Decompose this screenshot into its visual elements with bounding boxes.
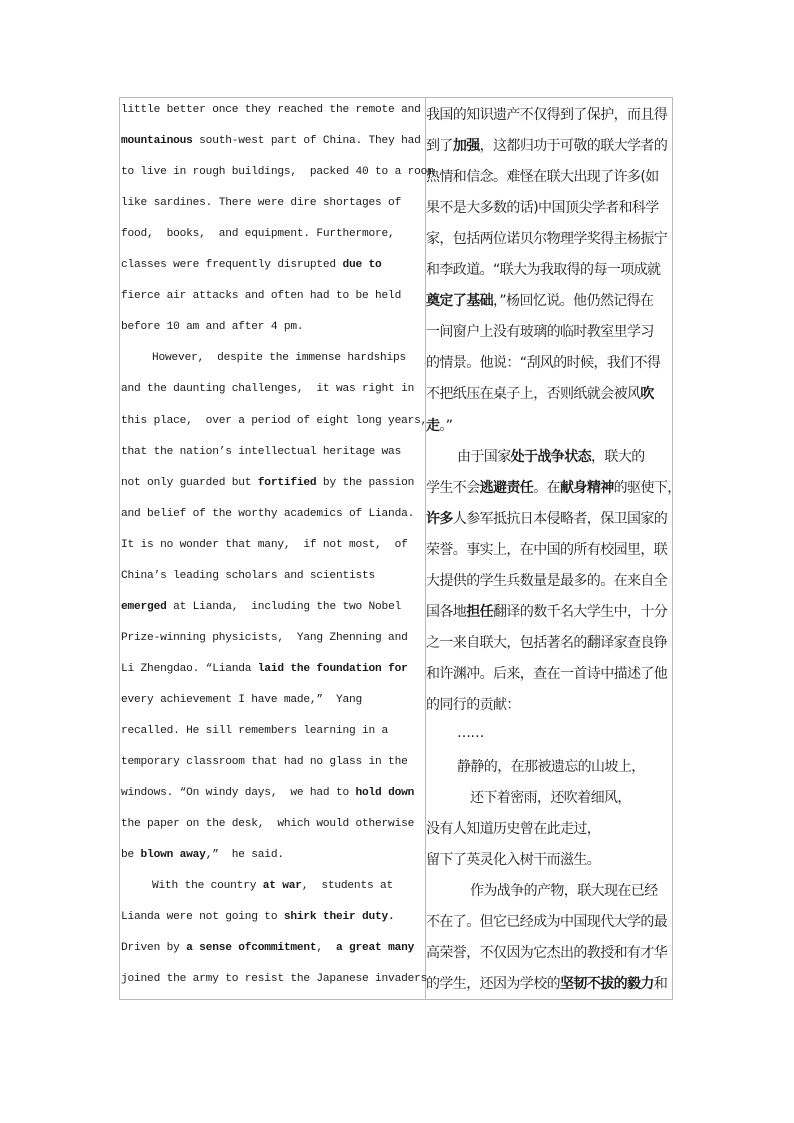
bold-key-phrase: emerged	[121, 600, 167, 613]
bold-key-phrase: 献身精神	[560, 479, 614, 496]
english-text-line	[121, 694, 425, 706]
text-run: 高荣誉，不仅因为它杰出的教授和有才华	[426, 945, 668, 962]
text-run: the paper on the desk, which would otherwise	[121, 818, 415, 831]
chinese-text-line	[457, 756, 676, 776]
english-text-line	[121, 818, 425, 830]
english-text-line	[121, 414, 428, 427]
english-text-line	[121, 973, 428, 986]
english-text-line	[121, 632, 425, 644]
bold-key-phrase: 加强	[452, 138, 480, 155]
english-text-line	[121, 104, 425, 116]
chinese-text-line	[426, 135, 676, 155]
text-run: 由于国家	[457, 448, 511, 465]
chinese-text-line	[426, 508, 676, 528]
bold-key-phrase: fortified	[257, 476, 317, 489]
english-text-line	[121, 228, 425, 240]
text-run: 家，包括两位诺贝尔物理学奖得主杨振宁	[426, 231, 668, 248]
text-run: 和	[653, 976, 668, 993]
english-text-line	[121, 383, 425, 395]
text-run: 人参军抵抗日本侵略者，保卫国家的	[452, 510, 668, 527]
english-text-line	[121, 290, 425, 302]
text-run: 和许渊冲。后来，查在一首诗中描述了他	[426, 665, 668, 682]
chinese-text-line	[426, 570, 676, 590]
text-run: ，”杨回忆说。他仍然记得在	[493, 293, 654, 310]
text-run: ……	[457, 725, 484, 741]
text-run: south-west part of China. They had	[192, 135, 421, 148]
bold-key-phrase: mountainous	[121, 135, 193, 148]
english-text-line	[121, 135, 425, 147]
text-run: classes were frequently disrupted	[121, 259, 343, 272]
text-run: 的情景。他说：“刮风的时候，我们不得	[426, 355, 661, 372]
chinese-text-line	[470, 787, 676, 807]
text-run: before 10 am and after 4 pm.	[121, 321, 304, 334]
text-run: However, despite the immense hardships	[152, 352, 407, 365]
english-text-line	[121, 663, 425, 675]
chinese-text-line	[426, 694, 676, 714]
text-run: With the country	[152, 880, 263, 893]
english-text-line	[121, 725, 425, 737]
text-run: 的学生，还因为学校的	[426, 976, 560, 993]
text-run: ，这都归功于可敬的联大学者的	[479, 138, 668, 155]
bold-key-phrase: a great many	[335, 942, 415, 955]
bold-key-phrase: 走	[426, 417, 440, 434]
english-text-line	[121, 570, 425, 582]
text-run: ,” he said.	[205, 849, 284, 862]
text-run: It is no wonder that many, if not most, of	[121, 538, 408, 551]
bold-key-phrase: a sense ofcommitment	[186, 942, 317, 955]
text-run: 学生不会	[426, 479, 480, 496]
chinese-text-line	[426, 290, 676, 310]
text-run: , students at	[301, 880, 394, 893]
english-text-line	[152, 352, 425, 364]
english-text-line	[121, 539, 425, 551]
text-run: temporary classroom that had no glass in the	[121, 756, 408, 769]
bold-key-phrase: 吹	[640, 386, 654, 403]
text-run: 不在了。但它已经成为中国现代大学的最	[426, 914, 668, 931]
text-run: 留下了英灵化入树干而滋生。	[426, 852, 601, 869]
text-run: 果不是大多数的话)中国顶尖学者和科学	[426, 200, 659, 217]
bold-key-phrase: 逃避责任	[479, 479, 534, 496]
bold-key-phrase: 许多	[426, 510, 453, 527]
text-run: Driven by	[121, 942, 187, 955]
text-run: 热情和信念。难怪在联大出现了许多(如	[426, 169, 659, 186]
text-run: ,	[316, 942, 336, 955]
text-run: food, books, and equipment. Furthermore,	[121, 228, 395, 241]
text-run: not only guarded but	[121, 476, 258, 489]
text-run: to live in rough buildings, packed 40 to a room	[121, 166, 434, 179]
text-run: every achievement I have made,” Yang	[121, 693, 363, 706]
text-run: 不把纸压在桌子上，否则纸就会被风	[426, 386, 641, 403]
text-run: by the passion	[316, 476, 415, 489]
english-text-line	[152, 880, 425, 892]
text-run: 国各地	[426, 603, 467, 620]
text-run: 作为战争的产物，联大现在已经	[470, 883, 658, 900]
text-run: joined the army to resist the Japanese invaders	[121, 973, 428, 986]
english-text-line	[121, 942, 425, 954]
english-text-line	[121, 166, 434, 179]
chinese-text-line	[426, 601, 676, 621]
text-run: Lianda were not going to	[121, 911, 284, 924]
bold-key-phrase: blown away	[140, 849, 206, 862]
english-text-line	[121, 446, 425, 458]
english-text-line	[121, 911, 425, 923]
text-run: 大提供的学生兵数量是最多的。在来自全	[426, 572, 668, 589]
text-run: be	[121, 849, 141, 862]
chinese-text-line	[426, 352, 676, 372]
chinese-text-line	[426, 259, 676, 279]
bold-key-phrase: 坚韧不拔的毅力	[560, 976, 654, 993]
chinese-text-line	[426, 228, 676, 248]
english-text-line	[121, 849, 425, 861]
english-text-line	[121, 477, 425, 489]
chinese-text-line	[426, 415, 676, 435]
text-run: at Lianda, including the two Nobel	[166, 600, 402, 613]
english-text-line	[121, 259, 425, 271]
text-run: 没有人知道历史曾在此走过，	[426, 821, 601, 838]
text-run: little better once they reached the remote and	[121, 104, 421, 116]
text-run: that the nation’s intellectual heritage was	[121, 445, 402, 458]
english-text-line	[121, 787, 425, 799]
bold-key-phrase: laid the foundation for	[257, 662, 408, 675]
chinese-text-line	[457, 446, 676, 466]
chinese-text-line	[426, 321, 676, 341]
english-text-line	[121, 601, 425, 613]
bold-key-phrase: 奠定了基础	[426, 293, 493, 310]
bold-key-phrase: 担任	[466, 603, 494, 620]
text-run: 一间窗户上没有玻璃的临时教室里学习	[426, 324, 654, 341]
bold-key-phrase: due to	[342, 259, 382, 272]
chinese-text-line	[426, 477, 681, 497]
text-run: 到了	[426, 138, 453, 155]
chinese-text-line	[426, 911, 676, 931]
chinese-text-line	[426, 166, 676, 186]
text-run: 的同行的贡献：	[426, 696, 520, 713]
text-run: 和李政道。“联大为我取得的每一项成就	[426, 262, 661, 279]
bold-key-phrase: hold down	[355, 787, 415, 800]
text-run: ，联大的	[591, 448, 645, 465]
text-run: Li Zhengdao. “Lianda	[121, 662, 258, 675]
text-run: fierce air attacks and often had to be held	[121, 290, 402, 303]
chinese-text-line	[426, 383, 676, 403]
chinese-text-line	[426, 663, 676, 683]
text-run: Prize-winning physicists, Yang Zhenning and	[121, 631, 408, 644]
text-run: and belief of the worthy academics of Lianda.	[121, 507, 415, 520]
chinese-text-line	[426, 632, 676, 652]
text-run: 之一来自联大，包括著名的翻译家查良铮	[426, 634, 668, 651]
text-run: and the daunting challenges, it was right in	[121, 383, 415, 396]
english-text-line	[121, 321, 425, 333]
chinese-text-line	[426, 104, 676, 124]
chinese-text-line	[457, 725, 676, 741]
english-text-line	[121, 197, 425, 209]
bold-key-phrase: at war	[262, 880, 302, 893]
chinese-text-line	[426, 942, 676, 962]
text-run: 还下着密雨，还吹着细风，	[470, 790, 631, 807]
text-run: like sardines. There were dire shortages of	[121, 197, 402, 210]
english-text-line	[121, 508, 425, 520]
text-run: 荣誉。事实上，在中国的所有校园里，联	[426, 541, 668, 558]
text-run: 。在	[533, 479, 561, 496]
text-run: China’s leading scholars and scientists	[121, 569, 376, 582]
chinese-text-line	[426, 973, 676, 993]
chinese-text-line	[426, 849, 676, 869]
chinese-text-line	[426, 197, 676, 217]
text-run: 我国的知识遗产不仅得到了保护，而且得	[426, 107, 668, 123]
english-text-line	[121, 756, 425, 768]
text-run: recalled. He sill remembers learning in a	[121, 725, 389, 737]
text-run: 静静的，在那被遗忘的山坡上，	[457, 759, 645, 776]
text-run: 翻译的数千名大学生中，十分	[493, 603, 668, 620]
text-run: 的驱使下，	[613, 479, 681, 496]
text-run: 。”	[439, 417, 453, 434]
chinese-text-line	[426, 539, 676, 559]
text-run: this place, over a period of eight long years,	[121, 414, 428, 427]
chinese-text-line	[470, 880, 676, 900]
text-run: windows. “On windy days, we had to	[121, 787, 356, 800]
chinese-text-line	[426, 818, 676, 838]
bold-key-phrase: shirk their duty.	[283, 911, 395, 924]
bold-key-phrase: 处于战争状态	[510, 448, 592, 465]
